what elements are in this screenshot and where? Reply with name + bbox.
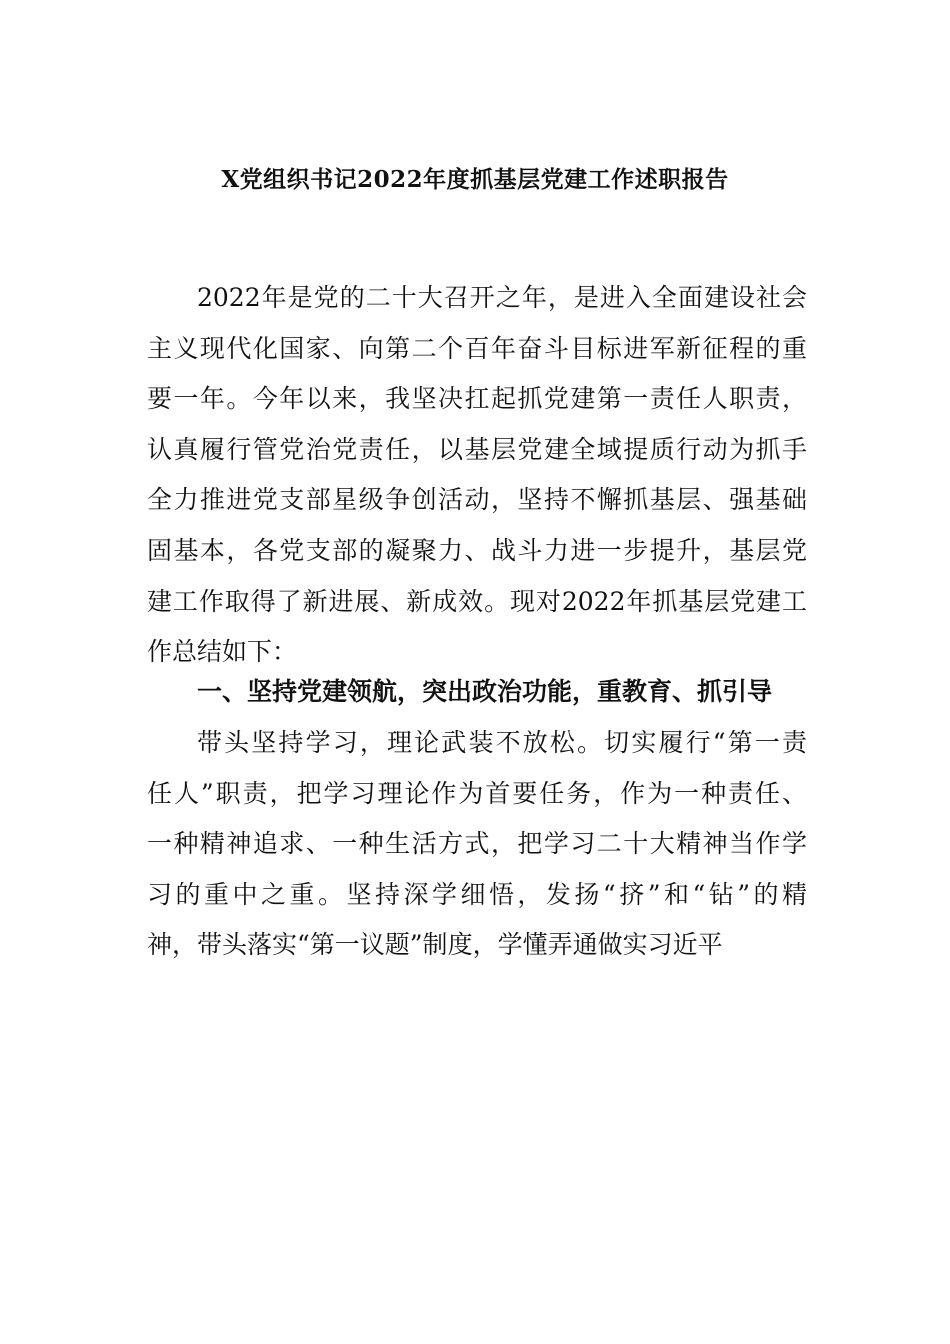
paragraph-line: 要一年。今年以来，我坚决扛起抓党建第一责任人职责， xyxy=(147,384,807,414)
section-heading-container xyxy=(147,667,807,718)
paragraph-line: 一种精神追求、一种生活方式，把学习二十大精神当作学 xyxy=(147,829,807,859)
document-title: X党组织书记2022年度抓基层党建工作述职报告 xyxy=(221,166,729,193)
paragraph-line: 认真履行管党治党责任，以基层党建全域提质行动为抓手 xyxy=(147,434,807,464)
intro-paragraph xyxy=(147,273,807,678)
section-heading: 一、坚持党建领航，突出政治功能，重教育、抓引导 xyxy=(197,677,773,706)
paragraph-line: 固基本，各党支部的凝聚力、战斗力进一步提升，基层党 xyxy=(147,535,807,565)
paragraph-line: 作总结如下： xyxy=(147,637,298,667)
paragraph-line: 神，带头落实“第一议题”制度，学懂弄通做实习近平 xyxy=(147,930,723,960)
paragraph-line: 2022年是党的二十大召开之年，是进入全面建设社会 xyxy=(197,283,807,312)
paragraph-line: 习的重中之重。坚持深学细悟，发扬“挤”和“钻”的精 xyxy=(147,879,807,909)
paragraph-line: 带头坚持学习，理论武装不放松。切实履行“第一责 xyxy=(197,728,807,757)
section-paragraph xyxy=(147,718,807,971)
paragraph-line: 全力推进党支部星级争创活动，坚持不懈抓基层、强基础 xyxy=(147,485,807,515)
paragraph-line: 主义现代化国家、向第二个百年奋斗目标进军新征程的重 xyxy=(147,333,807,363)
paragraph-line: 建工作取得了新进展、新成效。现对2022年抓基层党建工 xyxy=(147,586,807,616)
paragraph-line: 任人”职责，把学习理论作为首要任务，作为一种责任、 xyxy=(147,778,807,808)
